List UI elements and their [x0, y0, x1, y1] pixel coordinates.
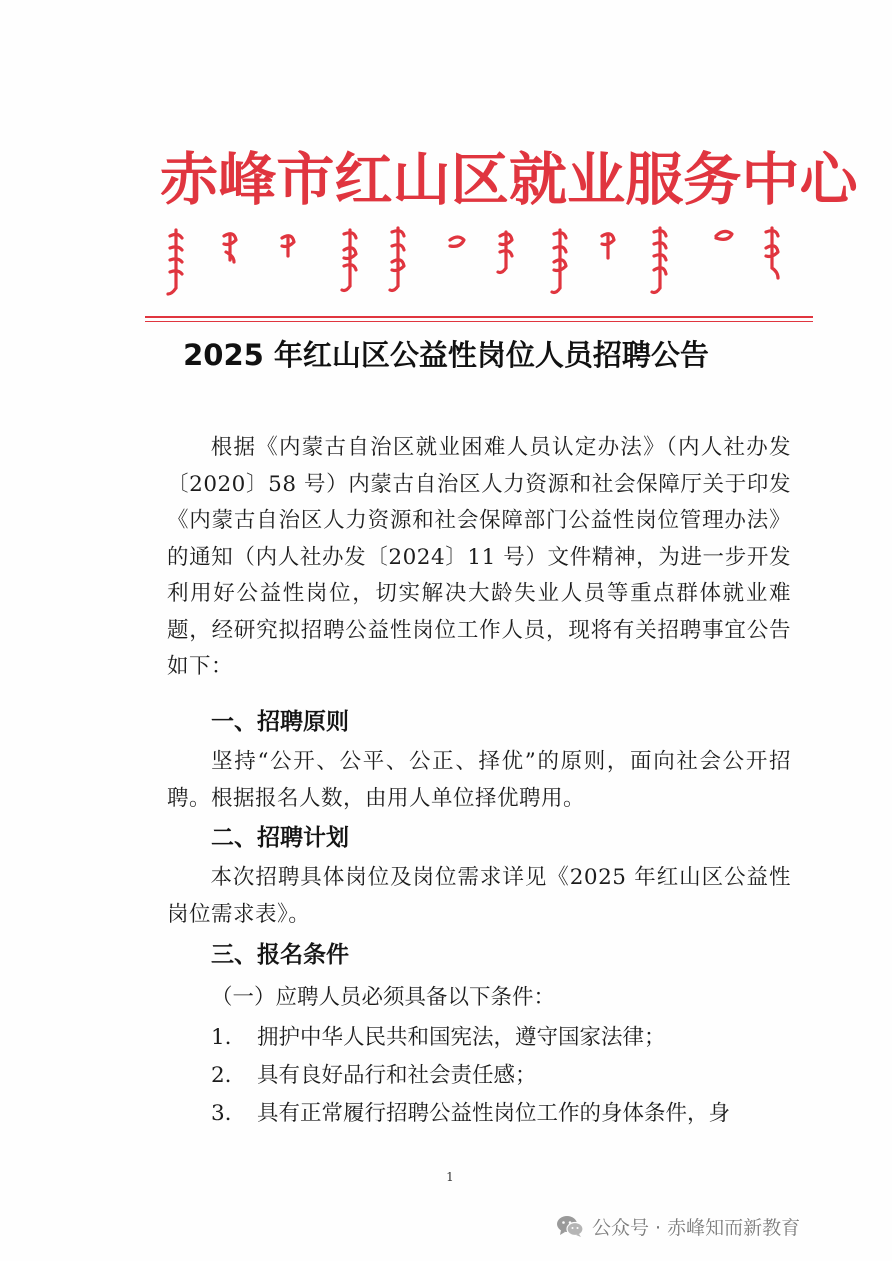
mongolian-script-logo: [160, 222, 800, 302]
watermark: [556, 1206, 800, 1246]
intro-text: 根据《内蒙古自治区就业困难人员认定办法》（内人社办发〔2020〕58 号）内蒙古自治区人力资源和社会保障厅关于印发《内蒙古自治区人力资源和社会保障部门公益性岗位管理办法》的通知（内人社办发〔2024〕11 号）文件精神，为进一步开发利用好公益性岗位，切实解决大龄失业人员等重点群体就业难题，经研究拟招聘公益性岗位工作人员，现将有关招聘事宜公告如下：: [167, 435, 791, 679]
intro-paragraph: [167, 430, 791, 686]
letterhead-rule-thin: [145, 321, 813, 322]
list-item: [211, 1096, 791, 1132]
section-3-subheading: （一）应聘人员必须具备以下条件：: [211, 985, 556, 1010]
document-title: 2025 年红山区公益性岗位人员招聘公告: [183, 338, 709, 372]
list-item-text: 拥护中华人民共和国宪法，遵守国家法律；: [257, 1025, 666, 1050]
list-item: [211, 1058, 791, 1094]
section-1-paragraph: [167, 744, 791, 817]
wechat-icon: [556, 1214, 584, 1238]
section-2-text: 本次招聘具体岗位及岗位需求详见《2025 年红山区公益性岗位需求表》。: [167, 865, 791, 927]
watermark-text: 公众号 · 赤峰知而新教育: [592, 1216, 801, 1239]
list-item-text: 具有正常履行招聘公益性岗位工作的身体条件，身: [257, 1101, 731, 1126]
list-item: [211, 1020, 791, 1056]
page-number: 1: [446, 1170, 454, 1184]
list-item-number: 1.: [211, 1025, 232, 1050]
list-item-number: 3.: [211, 1101, 232, 1126]
letterhead-org-name: 赤峰市红山区就业服务中心: [160, 147, 858, 213]
section-2-heading: 二、招聘计划: [211, 825, 349, 851]
section-1-text: 坚持“公开、公平、公正、择优”的原则，面向社会公开招聘。根据报名人数，由用人单位择优聘用。: [167, 749, 791, 811]
section-2-paragraph: [167, 860, 791, 933]
section-3-heading: 三、报名条件: [211, 942, 349, 968]
section-1-heading: 一、招聘原则: [211, 709, 349, 735]
letterhead-rule-thick: [145, 316, 813, 318]
list-item-number: 2.: [211, 1063, 232, 1088]
list-item-text: 具有良好品行和社会责任感；: [257, 1063, 537, 1088]
